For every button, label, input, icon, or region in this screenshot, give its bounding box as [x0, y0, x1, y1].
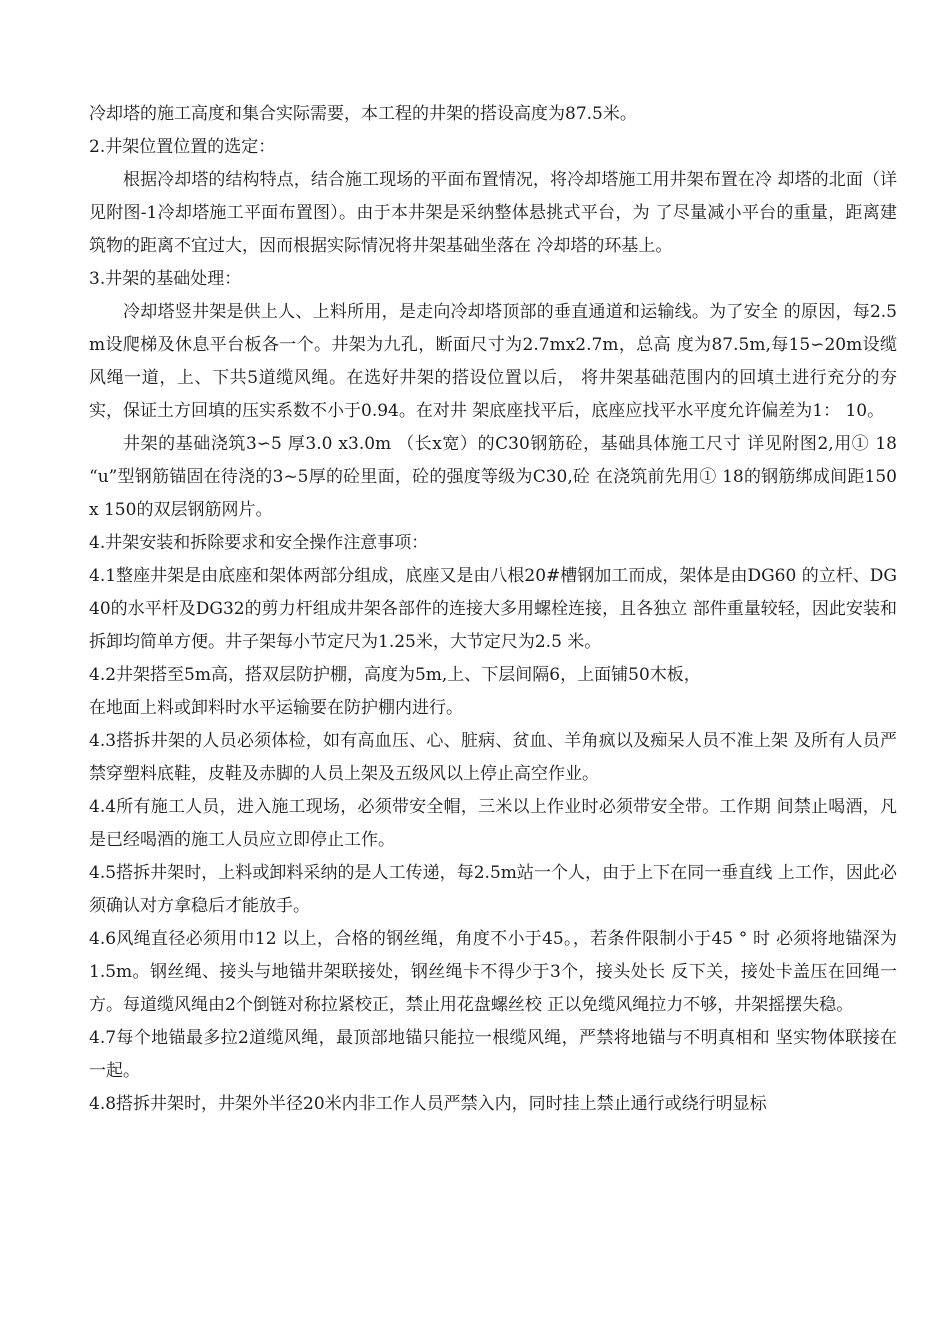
- list-item-4-3: 4.3搭拆井架的人员必须体检，如有高血压、心、脏病、贫血、羊角疯以及痴呆人员不准上架 及所有人员严禁穿塑料底鞋，皮鞋及赤脚的人员上架及五级风以上停止高空作业。: [89, 731, 897, 784]
- list-item-4-8: 4.8搭拆井架时，井架外半径20米内非工作人员严禁入内，同时挂上禁止通行或绕行明显标: [89, 1094, 767, 1114]
- section-heading-2: 2.井架位置位置的选定：: [89, 137, 276, 157]
- list-item-4-1: 4.1整座井架是由底座和架体两部分组成，底座又是由八根20#槽钢加工而成，架体是由DG60 的立杆、DG40的水平杆及DG32的剪力杆组成井架各部件的连接大多用螺栓连接，且各独立 部件重量较轻，因此安装和拆卸均简单方便。井子架每小节定尺为1.25米，大节定尺为2.5 米。: [89, 566, 897, 652]
- list-item-4-2: 4.2井架搭至5m高，搭双层防护棚，高度为5m,上、下层间隔6，上面铺50木板，: [89, 665, 701, 685]
- list-item-4-6: 4.6风绳直径必须用巾12 以上，合格的钢丝绳，角度不小于45。，若条件限制小于45 ° 时 必须将地锚深为1.5m。钢丝绳、接头与地锚井架联接处，钢丝绳卡不得少于3个，接头处长 反下关，接处卡盖压在回绳一方。每道缆风绳由2个倒链对称拉紧校正，禁止用花盘螺丝校 正以免缆风绳拉力不够，井架摇摆失稳。: [89, 929, 897, 1015]
- list-item-4-4: 4.4所有施工人员，进入施工现场，必须带安全帽，三米以上作业时必须带安全带。工作期 间禁止喝酒，凡是已经喝酒的施工人员应立即停止工作。: [89, 797, 897, 850]
- list-item-4-2-continued: 在地面上料或卸料时水平运输要在防护棚内进行。: [89, 698, 463, 718]
- list-item-4-5: 4.5搭拆井架时，上料或卸料采纳的是人工传递，每2.5m站一个人，由于上下在同一垂直线 上工作，因此必须确认对方拿稳后才能放手。: [89, 863, 897, 916]
- section-heading-4: 4.井架安装和拆除要求和安全操作注意事项：: [89, 533, 429, 553]
- document-body: [89, 98, 897, 1121]
- paragraph-location: 根据冷却塔的结构特点，结合施工现场的平面布置情况，将冷却塔施工用井架布置在冷 却塔的北面（详见附图-1冷却塔施工平面布置图）。由于本井架是采纳整体悬挑式平台，为 了尽量减小平台的重量，距离建筑物的距离不宜过大，因而根据实际情况将井架基础坐落在 冷却塔的环基上。: [89, 170, 897, 256]
- list-item-4-7: 4.7每个地锚最多拉2道缆风绳，最顶部地锚只能拉一根缆风绳，严禁将地锚与不明真相和 坚实物体联接在一起。: [89, 1028, 897, 1081]
- paragraph-foundation-pour: 井架的基础浇筑3∽5 厚3.0 x3.0m （长x宽）的C30钢筋砼，基础具体施工尺寸 详见附图2,用① 18 “u”型钢筋锚固在待浇的3~5厚的砼里面，砼的强度等级为C30,砼 在浇筑前先用① 18的钢筋绑成间距150 x 150的双层钢筋网片。: [89, 434, 897, 520]
- section-heading-3: 3.井架的基础处理：: [89, 269, 242, 289]
- paragraph-intro: 冷却塔的施工高度和集合实际需要，本工程的井架的搭设高度为87.5米。: [89, 104, 637, 124]
- paragraph-foundation-overview: 冷却塔竖井架是供上人、上料所用，是走向冷却塔顶部的垂直通道和运输线。为了安全 的原因，每2.5m设爬梯及休息平台板各一个。井架为九孔，断面尺寸为2.7mx2.7m，总高 度为87.5m,每15∽20m设缆风绳一道，上、下共5道缆风绳。在选好井架的搭设位置以后， 将井架基础范围内的回填土进行充分的夯实，保证土方回填的压实系数不小于0.94。在对井 架底座找平后，底座应找平水平度允许偏差为1： 10。: [89, 302, 897, 421]
